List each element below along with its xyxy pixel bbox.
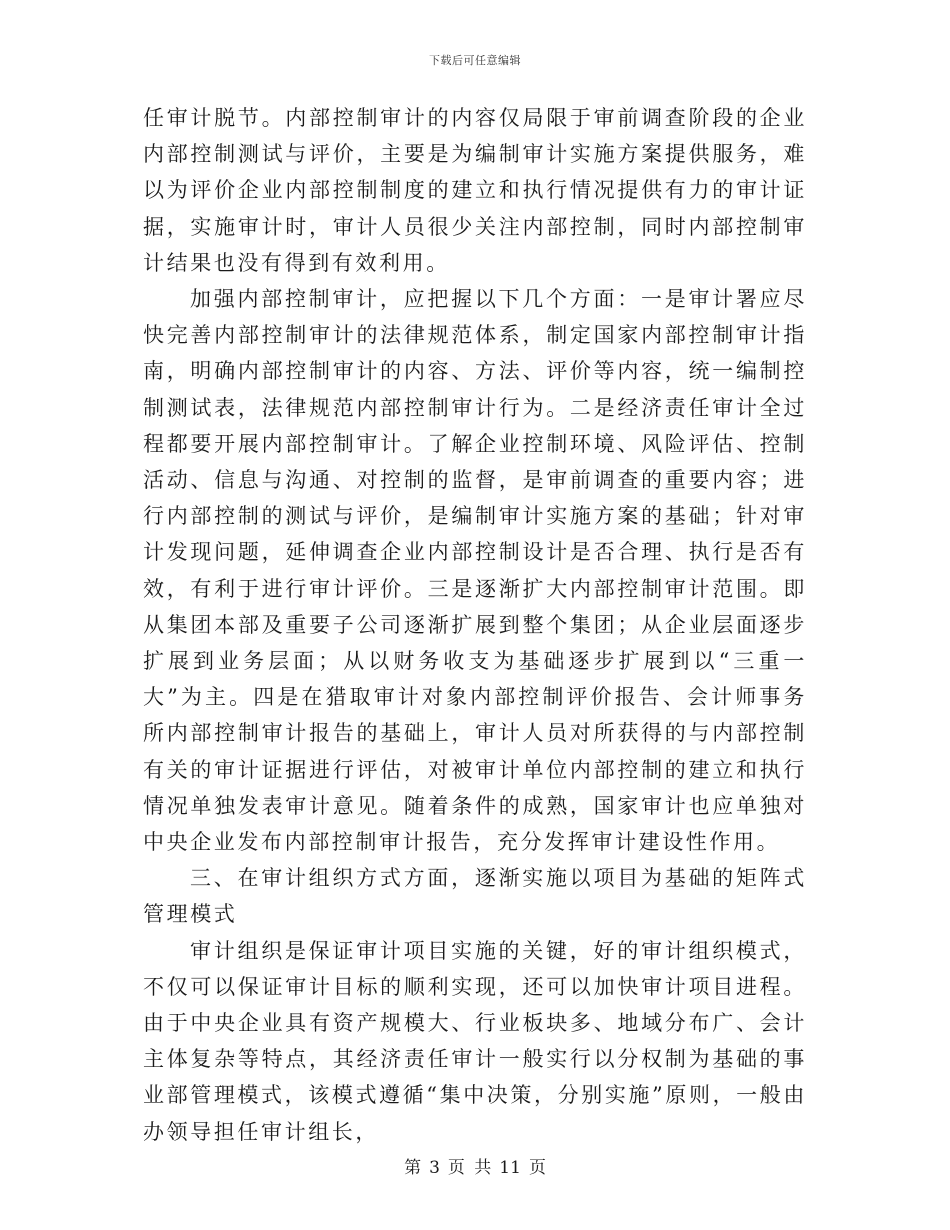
footer-middle: 页 共	[447, 1158, 492, 1178]
footer-prefix: 第	[404, 1158, 422, 1178]
footer-suffix: 页	[528, 1158, 546, 1178]
total-pages: 11	[499, 1158, 521, 1178]
paragraph-1: 任审计脱节。内部控制审计的内容仅局限于审前调查阶段的企业内部控制测试与评价，主要是为编制审计实施方案提供服务，难以为评价企业内部控制制度的建立和执行情况提供有力的审计证据，实施审计时，审计人员很少关注内部控制，同时内部控制审计结果也没有得到有效利用。	[143, 106, 807, 275]
page-header: 下载后可任意编辑	[429, 54, 521, 67]
page-footer	[0, 1153, 950, 1178]
page-number: 3	[429, 1158, 440, 1178]
paragraph-2: 加强内部控制审计，应把握以下几个方面：一是审计署应尽快完善内部控制审计的法律规范体系，制定国家内部控制审计指南，明确内部控制审计的内容、方法、评价等内容，统一编制控制测试表，法律规范内部控制审计行为。二是经济责任审计全过程都要开展内部控制审计。了解企业控制环境、风险评估、控制活动、信息与沟通、对控制的监督，是审前调查的重要内容；进行内部控制的测试与评价，是编制审计实施方案的基础；针对审计发现问题，延伸调查企业内部控制设计是否合理、执行是否有效，有利于进行审计评价。三是逐渐扩大内部控制审计范围。即从集团本部及重要子公司逐渐扩展到整个集团；从企业层面逐步扩展到业务层面；从以财务收支为基础逐步扩展到以“三重一大”为主。四是在猎取审计对象内部控制评价报告、会计师事务所内部控制审计报告的基础上，审计人员对所获得的与内部控制有关的审计证据进行评估，对被审计单位内部控制的建立和执行情况单独发表审计意见。随着条件的成熟，国家审计也应单独对中央企业发布内部控制审计报告，充分发挥审计建设性作用。	[143, 287, 807, 855]
document-body	[143, 100, 807, 1150]
section-heading: 三、在审计组织方式方面，逐渐实施以项目为基础的矩阵式管理模式	[143, 866, 807, 927]
paragraph-3: 审计组织是保证审计项目实施的关键，好的审计组织模式，不仅可以保证审计目标的顺利实现，还可以加快审计项目进程。由于中央企业具有资产规模大、行业板块多、地域分布广、会计主体复杂等特点，其经济责任审计一般实行以分权制为基础的事业部管理模式，该模式遵循“集中决策，分别实施”原则，一般由办领导担任审计组长，	[143, 938, 807, 1144]
